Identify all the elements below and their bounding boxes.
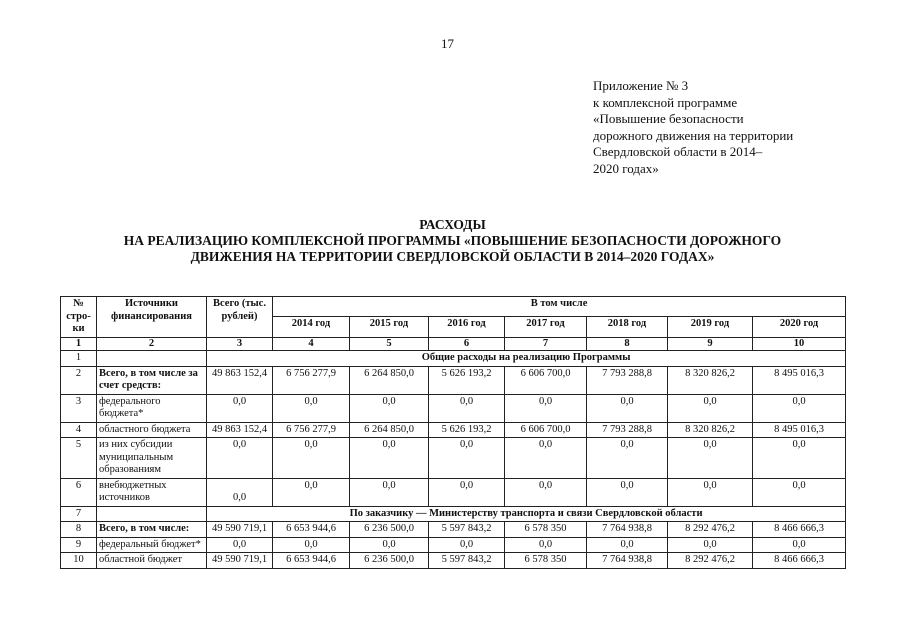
row-number: 2 — [61, 366, 97, 394]
total-cell: 49 590 719,1 — [207, 553, 273, 569]
year-value-cell: 0,0 — [350, 438, 429, 479]
row-number: 8 — [61, 522, 97, 538]
header-year: 2014 год — [273, 317, 350, 337]
year-value-cell: 8 495 016,3 — [753, 366, 846, 394]
year-value-cell: 0,0 — [668, 537, 753, 553]
year-value-cell: 5 597 843,2 — [429, 522, 505, 538]
header-year: 2017 год — [505, 317, 587, 337]
year-value-cell: 0,0 — [753, 438, 846, 479]
year-value-cell: 0,0 — [753, 394, 846, 422]
row-number: 3 — [61, 394, 97, 422]
year-value-cell: 0,0 — [505, 394, 587, 422]
header-total: Всего (тыс. рублей) — [207, 297, 273, 338]
year-value-cell: 0,0 — [350, 537, 429, 553]
total-cell: 49 590 719,1 — [207, 522, 273, 538]
year-value-cell: 8 320 826,2 — [668, 366, 753, 394]
year-value-cell: 8 292 476,2 — [668, 553, 753, 569]
table-row — [61, 537, 846, 553]
year-value-cell: 7 764 938,8 — [587, 553, 668, 569]
column-number: 9 — [668, 337, 753, 351]
year-value-cell: 6 236 500,0 — [350, 553, 429, 569]
title-line: РАСХОДЫ — [419, 217, 486, 232]
year-value-cell: 8 292 476,2 — [668, 522, 753, 538]
header-including: В том числе — [273, 297, 846, 317]
table-row — [61, 438, 846, 479]
year-value-cell: 0,0 — [429, 438, 505, 479]
year-value-cell: 6 606 700,0 — [505, 366, 587, 394]
row-number: 9 — [61, 537, 97, 553]
appendix-line: Приложение № 3 — [593, 78, 689, 93]
year-value-cell: 8 320 826,2 — [668, 422, 753, 438]
year-value-cell: 8 466 666,3 — [753, 522, 846, 538]
total-cell: 0,0 — [207, 394, 273, 422]
table-row — [61, 366, 846, 394]
section-label: Общие расходы на реализацию Программы — [207, 351, 846, 367]
year-value-cell: 0,0 — [587, 438, 668, 479]
title-line: НА РЕАЛИЗАЦИЮ КОМПЛЕКСНОЙ ПРОГРАММЫ «ПОВЫШЕНИЕ БЕЗОПАСНОСТИ ДОРОЖНОГО — [123, 233, 782, 248]
column-number: 5 — [350, 337, 429, 351]
year-value-cell: 7 764 938,8 — [587, 522, 668, 538]
column-number: 3 — [207, 337, 273, 351]
source-cell: федеральный бюджет* — [97, 537, 207, 553]
year-value-cell: 0,0 — [350, 478, 429, 506]
table-row — [61, 553, 846, 569]
column-number: 2 — [97, 337, 207, 351]
source-cell: областной бюджет — [97, 553, 207, 569]
appendix-line: к комплексной программе — [593, 94, 738, 110]
section-spacer — [97, 506, 207, 522]
row-number: 5 — [61, 438, 97, 479]
total-cell: 49 863 152,4 — [207, 422, 273, 438]
year-value-cell: 0,0 — [587, 394, 668, 422]
source-cell: Всего, в том числе за счет средств: — [97, 366, 207, 394]
header-source: Источники финансирования — [97, 297, 207, 338]
row-number: 1 — [61, 351, 97, 367]
year-value-cell: 6 653 944,6 — [273, 553, 350, 569]
row-number: 10 — [61, 553, 97, 569]
year-value-cell: 0,0 — [668, 394, 753, 422]
year-value-cell: 0,0 — [505, 438, 587, 479]
year-value-cell: 6 578 350 — [505, 522, 587, 538]
total-cell: 49 863 152,4 — [207, 366, 273, 394]
year-value-cell: 0,0 — [273, 394, 350, 422]
year-value-cell: 5 626 193,2 — [429, 366, 505, 394]
year-value-cell: 6 756 277,9 — [273, 422, 350, 438]
header-row-no: № стро-ки — [61, 297, 97, 338]
header-year: 2020 год — [753, 317, 846, 337]
year-value-cell: 6 264 850,0 — [350, 366, 429, 394]
row-number: 6 — [61, 478, 97, 506]
expenses-table — [60, 296, 846, 569]
year-value-cell: 7 793 288,8 — [587, 422, 668, 438]
source-cell: из них субсидии муниципальным образованиям — [97, 438, 207, 479]
year-value-cell: 6 578 350 — [505, 553, 587, 569]
year-value-cell: 0,0 — [587, 478, 668, 506]
year-value-cell: 5 626 193,2 — [429, 422, 505, 438]
year-value-cell: 0,0 — [753, 478, 846, 506]
header-year: 2019 год — [668, 317, 753, 337]
section-label: По заказчику — Министерству транспорта и связи Свердловской области — [207, 506, 846, 522]
total-cell: 0,0 — [207, 478, 273, 506]
document-title — [60, 217, 845, 265]
year-value-cell: 0,0 — [429, 478, 505, 506]
year-value-cell: 0,0 — [273, 537, 350, 553]
year-value-cell: 0,0 — [505, 478, 587, 506]
appendix-line: 2020 годах» — [593, 160, 659, 176]
table-row — [61, 522, 846, 538]
column-number: 8 — [587, 337, 668, 351]
header-year: 2018 год — [587, 317, 668, 337]
column-number: 4 — [273, 337, 350, 351]
year-value-cell: 6 264 850,0 — [350, 422, 429, 438]
year-value-cell: 0,0 — [273, 478, 350, 506]
section-spacer — [97, 351, 207, 367]
source-cell: Всего, в том числе: — [97, 522, 207, 538]
table-row — [61, 422, 846, 438]
source-cell: областного бюджета — [97, 422, 207, 438]
source-cell: внебюджетных источников — [97, 478, 207, 506]
year-value-cell: 0,0 — [668, 438, 753, 479]
year-value-cell: 6 756 277,9 — [273, 366, 350, 394]
appendix-note — [593, 78, 793, 177]
row-number: 4 — [61, 422, 97, 438]
year-value-cell: 0,0 — [273, 438, 350, 479]
section-row — [61, 506, 846, 522]
total-cell: 0,0 — [207, 438, 273, 479]
year-value-cell: 0,0 — [429, 537, 505, 553]
appendix-line: дорожного движения на территории — [593, 127, 794, 143]
year-value-cell: 5 597 843,2 — [429, 553, 505, 569]
column-numbers-row — [61, 337, 846, 351]
year-value-cell: 0,0 — [505, 537, 587, 553]
row-number: 7 — [61, 506, 97, 522]
column-number: 1 — [61, 337, 97, 351]
year-value-cell: 7 793 288,8 — [587, 366, 668, 394]
column-number: 7 — [505, 337, 587, 351]
year-value-cell: 0,0 — [668, 478, 753, 506]
year-value-cell: 0,0 — [350, 394, 429, 422]
year-value-cell: 0,0 — [753, 537, 846, 553]
appendix-line: Свердловской области в 2014– — [593, 144, 763, 159]
appendix-line: «Повышение безопасности — [593, 111, 744, 126]
section-row — [61, 351, 846, 367]
header-year: 2015 год — [350, 317, 429, 337]
header-row — [61, 297, 846, 317]
table-row — [61, 394, 846, 422]
year-value-cell: 6 653 944,6 — [273, 522, 350, 538]
table-row — [61, 478, 846, 506]
total-cell: 0,0 — [207, 537, 273, 553]
header-year: 2016 год — [429, 317, 505, 337]
year-value-cell: 8 466 666,3 — [753, 553, 846, 569]
year-value-cell: 0,0 — [429, 394, 505, 422]
year-value-cell: 6 236 500,0 — [350, 522, 429, 538]
year-value-cell: 8 495 016,3 — [753, 422, 846, 438]
page-number: 17 — [441, 36, 454, 51]
title-line: ДВИЖЕНИЯ НА ТЕРРИТОРИИ СВЕРДЛОВСКОЙ ОБЛАСТИ В 2014–2020 ГОДАХ» — [190, 249, 715, 264]
year-value-cell: 6 606 700,0 — [505, 422, 587, 438]
year-value-cell: 0,0 — [587, 537, 668, 553]
column-number: 10 — [753, 337, 846, 351]
source-cell: федерального бюджета* — [97, 394, 207, 422]
column-number: 6 — [429, 337, 505, 351]
